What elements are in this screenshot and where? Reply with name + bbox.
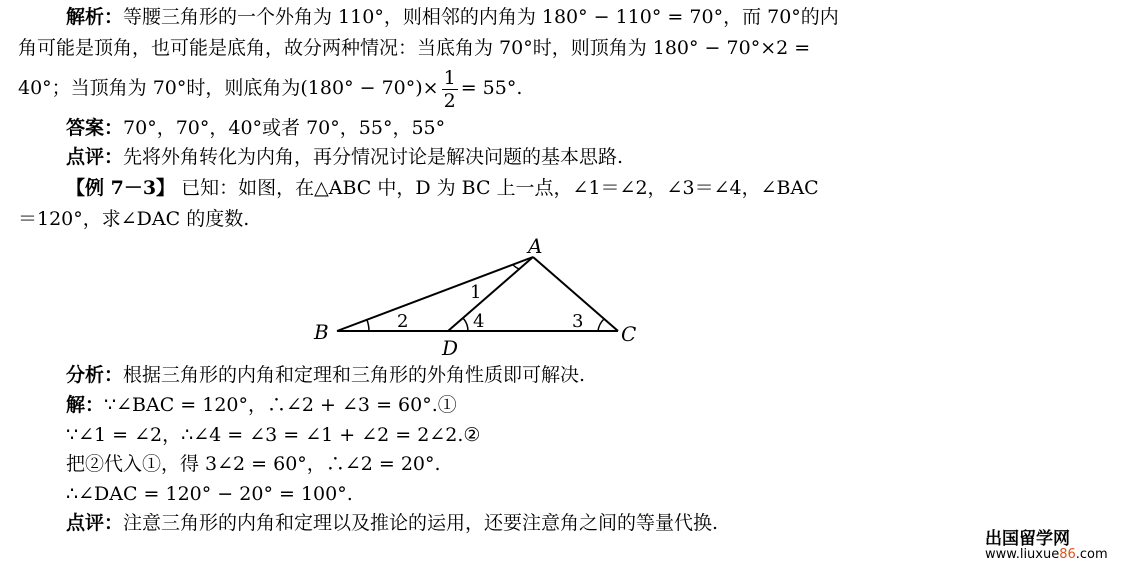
comment2-text: 注意三角形的内角和定理以及推论的运用，还要注意角之间的等量代换. <box>123 512 719 534</box>
watermark-url-pre: www.liuxue <box>985 547 1060 562</box>
solution-text-1: ∵∠BAC = 120°，∴∠2 + ∠3 = 60°.① <box>104 394 457 416</box>
analysis1-line2: 角可能是顶角，也可能是底角，故分两种情况：当底角为 70°时，则顶角为 180° − 70°×2 = <box>18 37 811 59</box>
analysis1-label: 解析： <box>66 6 124 28</box>
analysis2-line <box>66 364 585 386</box>
angle-label-2: 2 <box>397 311 409 332</box>
analysis1-text-1: 等腰三角形的一个外角为 110°，则相邻的内角为 180° − 110° = 70°，而 70°的内 <box>123 6 839 28</box>
analysis1-text-3: 40°；当顶角为 70°时，则底角为(180° − 70°)× <box>18 77 439 99</box>
vertex-a: A <box>528 238 543 258</box>
example-label: 【例 7－3】 <box>66 177 176 199</box>
comment1-label: 点评： <box>66 146 124 168</box>
answer-text: 70°，70°，40°或者 70°，55°，55° <box>123 117 446 139</box>
comment1-line <box>66 146 623 168</box>
angle-label-1: 1 <box>470 282 482 303</box>
analysis1-text-3-end: = 55°. <box>460 77 523 99</box>
analysis2-text: 根据三角形的内角和定理和三角形的外角性质即可解决. <box>123 364 586 386</box>
answer-label: 答案： <box>66 117 124 139</box>
fraction-one-half <box>442 67 458 112</box>
comment1-text: 先将外角转化为内角，再分情况讨论是解决问题的基本思路. <box>123 146 624 168</box>
angle-4-arc <box>463 318 468 331</box>
watermark-url <box>985 548 1108 562</box>
watermark-url-highlight: 86 <box>1059 547 1076 562</box>
solution-line4: ∴∠DAC = 120° − 20° = 100°. <box>66 483 353 505</box>
answer-line <box>66 117 445 139</box>
angle-2-arc <box>367 320 369 331</box>
side-ab <box>337 257 533 331</box>
comment2-line <box>66 512 718 534</box>
solution-line2: ∵∠1 = ∠2，∴∠4 = ∠3 = ∠1 + ∠2 = 2∠2.② <box>66 424 481 446</box>
vertex-b: B <box>314 320 329 344</box>
vertex-c: C <box>621 322 637 346</box>
segment-ad <box>448 257 533 331</box>
analysis1-line3 <box>18 66 522 112</box>
angle-3-arc <box>598 319 604 331</box>
watermark-url-post: .com <box>1075 547 1108 562</box>
site-watermark <box>985 530 1108 562</box>
angle-label-3: 3 <box>572 311 584 332</box>
comment2-label: 点评： <box>66 512 124 534</box>
analysis2-label: 分析： <box>66 364 124 386</box>
watermark-title: 出国留学网 <box>985 529 1070 549</box>
angle-label-4: 4 <box>473 311 485 332</box>
solution-label: 解： <box>66 394 105 416</box>
angle-1-arc <box>513 265 519 269</box>
solution-line1 <box>66 394 457 416</box>
fraction-denominator: 2 <box>443 89 456 112</box>
example-line2: ＝120°，求∠DAC 的度数. <box>18 208 250 230</box>
analysis1-line1 <box>66 6 839 28</box>
fraction-numerator: 1 <box>443 66 456 89</box>
solution-line3: 把②代入①，得 3∠2 = 60°，∴∠2 = 20°. <box>66 453 441 475</box>
vertex-d: D <box>442 336 459 358</box>
example-line1 <box>66 177 819 199</box>
example-text-1: 已知：如图，在△ABC 中，D 为 BC 上一点，∠1＝∠2，∠3＝∠4，∠BAC <box>181 177 819 199</box>
triangle-figure <box>300 238 650 358</box>
